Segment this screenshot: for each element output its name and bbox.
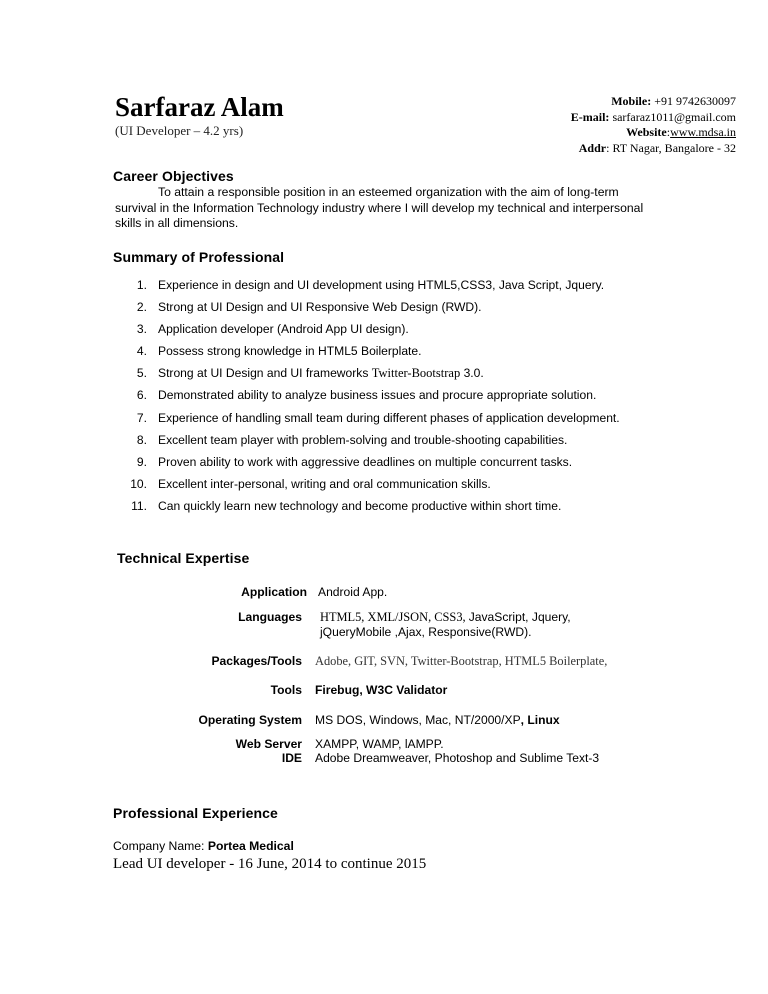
item-text: Possess strong knowledge in HTML5 Boilerplate. bbox=[158, 344, 422, 359]
website-label: Website bbox=[626, 125, 667, 139]
tech-value-languages-sans: JavaScript, Jquery, bbox=[468, 610, 571, 624]
tech-label-ide: IDE bbox=[281, 751, 302, 765]
website-sep: : bbox=[666, 125, 671, 139]
item-number: 4. bbox=[136, 344, 147, 359]
list-item bbox=[113, 455, 620, 477]
item-text-part: Strong at UI Design and UI frameworks bbox=[158, 366, 372, 381]
email-value: sarfaraz1011@gmail.com bbox=[612, 109, 736, 124]
website-line bbox=[571, 125, 736, 141]
item-number: 11. bbox=[131, 498, 147, 513]
item-text: Excellent team player with problem-solving and trouble-shooting capabilities. bbox=[158, 432, 568, 447]
career-heading: Career Objectives bbox=[113, 168, 234, 184]
item-number: 8. bbox=[136, 432, 147, 447]
item-text: Application developer (Android App UI design). bbox=[158, 322, 409, 337]
list-item bbox=[113, 278, 620, 300]
contact-block bbox=[571, 94, 736, 156]
company-name: Portea Medical bbox=[207, 839, 294, 853]
item-text: Experience in design and UI development using HTML5,CSS3, Java Script, Jquery. bbox=[158, 278, 605, 292]
candidate-subtitle: (UI Developer – 4.2 yrs) bbox=[115, 123, 244, 138]
tech-value-languages-serif: HTML5, XML/JSON, CSS3, bbox=[320, 610, 469, 624]
tech-value-os-linux: , Linux bbox=[520, 713, 560, 727]
address-value: RT Nagar, Bangalore - 32 bbox=[612, 140, 736, 155]
tech-value-os-main: MS DOS, Windows, Mac, NT/2000/XP bbox=[315, 713, 521, 727]
address-label: Addr bbox=[578, 140, 607, 155]
item-text: Demonstrated ability to analyze business issues and procure appropriate solution. bbox=[158, 388, 597, 403]
item-number: 2. bbox=[136, 300, 147, 315]
address-line bbox=[571, 141, 736, 157]
email-line bbox=[571, 110, 736, 126]
list-item bbox=[113, 499, 620, 521]
item-number: 9. bbox=[136, 454, 147, 469]
tech-value-os bbox=[315, 713, 560, 728]
experience-heading: Professional Experience bbox=[113, 805, 278, 821]
item-number: 5. bbox=[136, 366, 147, 381]
career-line-3: skills in all dimensions. bbox=[115, 216, 239, 230]
item-text-part: 3.0. bbox=[460, 366, 484, 381]
career-line-1: To attain a responsible position in an esteemed organization with the aim of long-term bbox=[158, 185, 619, 199]
item-number: 3. bbox=[136, 322, 147, 337]
tech-label-os: Operating System bbox=[198, 713, 302, 727]
item-text: Experience of handling small team during different phases of application development. bbox=[158, 410, 620, 425]
list-item bbox=[113, 366, 620, 388]
tech-value-ide: Adobe Dreamweaver, Photoshop and Sublime Text-3 bbox=[315, 751, 600, 765]
career-line-2: survival in the Information Technology industry where I will develop my technical and interpersonal bbox=[115, 200, 644, 215]
item-text: Can quickly learn new technology and become productive within short time. bbox=[158, 498, 562, 513]
tech-value-packages: Adobe, GIT, SVN, Twitter-Bootstrap, HTML5 Boilerplate, bbox=[315, 654, 608, 668]
list-item bbox=[113, 322, 620, 344]
email-label: E-mail: bbox=[570, 109, 610, 124]
mobile-value: +91 9742630097 bbox=[654, 94, 736, 108]
company-line bbox=[113, 839, 294, 853]
career-paragraph bbox=[115, 185, 715, 232]
summary-heading: Summary of Professional bbox=[113, 249, 285, 265]
job-role: Lead UI developer - 16 June, 2014 to continue 2015 bbox=[113, 856, 427, 872]
tech-label-application: Application bbox=[241, 585, 307, 599]
tech-value-webserver: XAMPP, WAMP, lAMPP. bbox=[315, 737, 444, 751]
tech-value-application: Android App. bbox=[318, 585, 388, 599]
item-text: Excellent inter-personal, writing and oral communication skills. bbox=[158, 476, 491, 491]
tech-value-tools: Firebug, W3C Validator bbox=[315, 683, 448, 697]
item-number: 7. bbox=[136, 410, 147, 425]
technical-heading: Technical Expertise bbox=[117, 550, 250, 566]
candidate-name: Sarfaraz Alam bbox=[115, 92, 284, 122]
website-link[interactable]: www.mdsa.in bbox=[670, 125, 736, 139]
list-item bbox=[113, 344, 620, 366]
tech-value-languages bbox=[320, 610, 571, 625]
list-item bbox=[113, 433, 620, 455]
technical-table bbox=[0, 585, 768, 775]
item-number: 1. bbox=[136, 278, 147, 292]
mobile-line bbox=[571, 94, 736, 110]
list-item bbox=[113, 388, 620, 410]
mobile-label: Mobile: bbox=[611, 94, 652, 108]
tech-label-tools: Tools bbox=[270, 683, 302, 697]
list-item bbox=[113, 411, 620, 433]
item-text bbox=[158, 366, 484, 388]
item-text: Strong at UI Design and UI Responsive Web Design (RWD). bbox=[158, 300, 482, 315]
tech-value-languages-line2: jQueryMobile ,Ajax, Responsive(RWD). bbox=[320, 625, 532, 639]
summary-list bbox=[113, 278, 620, 521]
tech-label-webserver: Web Server bbox=[235, 737, 302, 751]
tech-label-packages: Packages/Tools bbox=[211, 654, 302, 668]
company-label: Company Name: bbox=[113, 839, 208, 853]
item-number: 6. bbox=[136, 388, 147, 403]
list-item bbox=[113, 300, 620, 322]
list-item bbox=[113, 477, 620, 499]
tech-label-languages: Languages bbox=[238, 610, 302, 624]
address-sep: : bbox=[606, 140, 610, 155]
item-number: 10. bbox=[130, 476, 147, 491]
item-text: Proven ability to work with aggressive deadlines on multiple concurrent tasks. bbox=[158, 454, 573, 469]
item-text-framework: Twitter-Bootstrap bbox=[371, 366, 461, 381]
